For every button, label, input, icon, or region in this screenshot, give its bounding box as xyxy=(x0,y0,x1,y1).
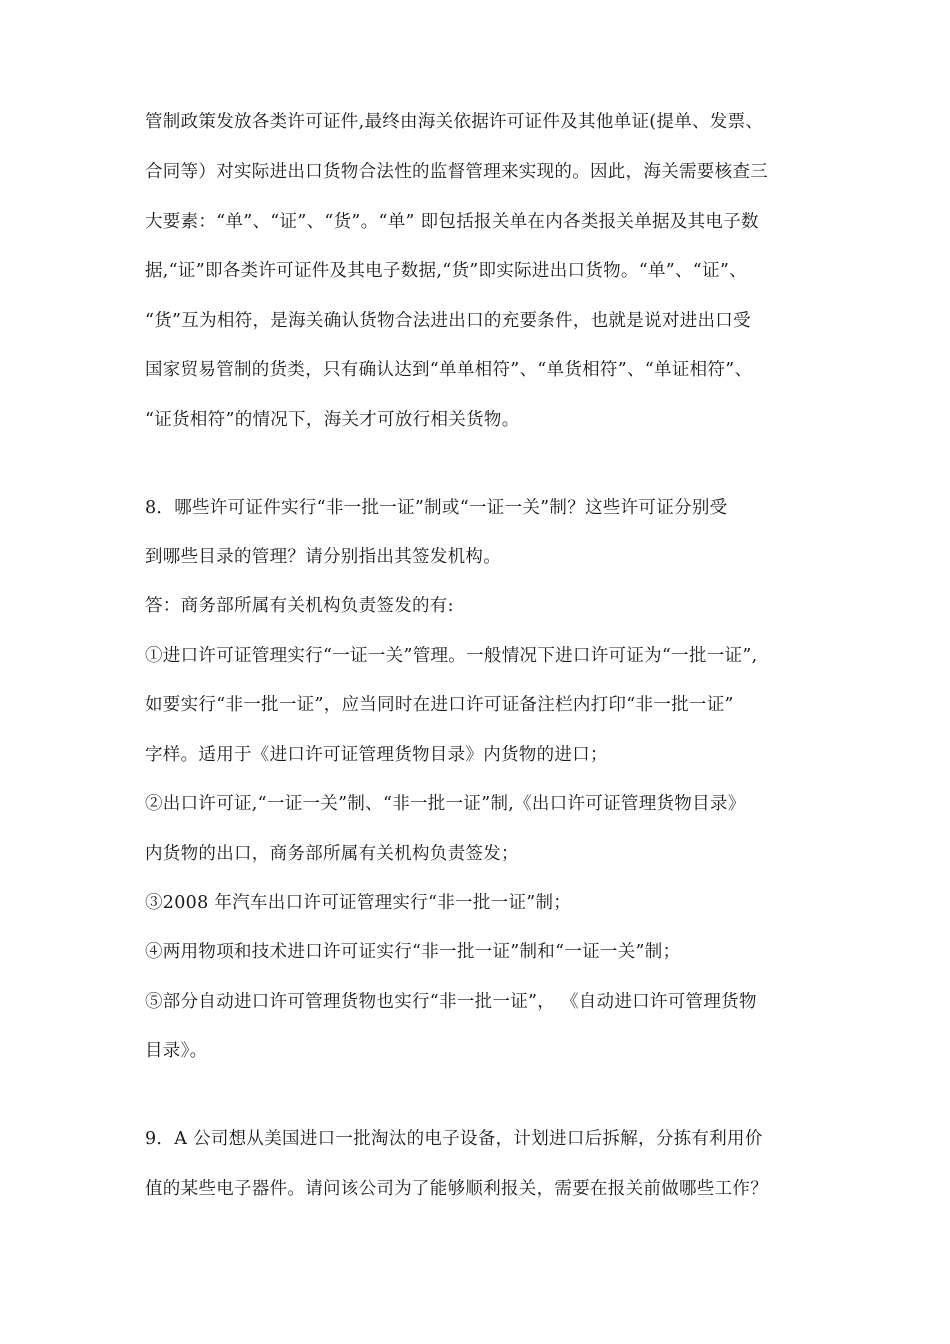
text-line: ③2008 年汽车出口许可证管理实行“非一批一证”制； xyxy=(145,893,572,913)
text-line: ④两用物项和技术进口许可证实行“非一批一证”制和“一证一关”制； xyxy=(145,942,681,962)
text-line: 如要实行“非一批一证”，应当同时在进口许可证备注栏内打印“非一批一证” xyxy=(145,695,734,715)
text-line: “证货相符”的情况下，海关才可放行相关货物。 xyxy=(145,410,520,430)
text-line: 合同等）对实际进出口货物合法性的监督管理来实现的。因此，海关需要核查三 xyxy=(145,162,768,182)
text-line: 9．A 公司想从美国进口一批淘汰的电子设备，计划进口后拆解，分拣有利用价 xyxy=(145,1129,763,1149)
text-line: “货”互为相符，是海关确认货物合法进出口的充要条件，也就是说对进出口受 xyxy=(145,311,751,331)
text-line: 国家贸易管制的货类，只有确认达到“单单相符”、“单货相符”、“单证相符”、 xyxy=(145,360,753,380)
text-line: 到哪些目录的管理？请分别指出其签发机构。 xyxy=(145,547,501,567)
text-line: 管制政策发放各类许可证件,最终由海关依据许可证件及其他单证(提单、发票、 xyxy=(145,112,764,132)
text-line: 据,“证”即各类许可证件及其电子数据,“货”即实际进出口货物。“单”、“证”、 xyxy=(145,261,747,281)
text-line: ①进口许可证管理实行“一证一关”管理。一般情况下进口许可证为“一批一证”, xyxy=(145,646,758,666)
text-line: 字样。适用于《进口许可证管理货物目录》内货物的进口； xyxy=(145,745,608,765)
text-line: 内货物的出口，商务部所属有关机构负责签发； xyxy=(145,844,519,864)
text-line: 大要素：“单”、“证”、“货”。“单” 即包括报关单在内各类报关单据及其电子数 xyxy=(145,212,759,232)
text-line: 值的某些电子器件。请问该公司为了能够顺利报关，需要在报关前做哪些工作？ xyxy=(145,1179,768,1199)
text-line: 目录》。 xyxy=(145,1041,208,1061)
text-line: 8．哪些许可证件实行“非一批一证”制或“一证一关”制？这些许可证分别受 xyxy=(145,498,728,518)
text-line: ⑤部分自动进口许可管理货物也实行“非一批一证”， 《自动进口许可管理货物 xyxy=(145,992,757,1012)
answer-heading: 答：商务部所属有关机构负责签发的有: xyxy=(145,596,454,616)
text-line: ②出口许可证,“一证一关”制、“非一批一证”制,《出口许可证管理货物目录》 xyxy=(145,794,746,814)
